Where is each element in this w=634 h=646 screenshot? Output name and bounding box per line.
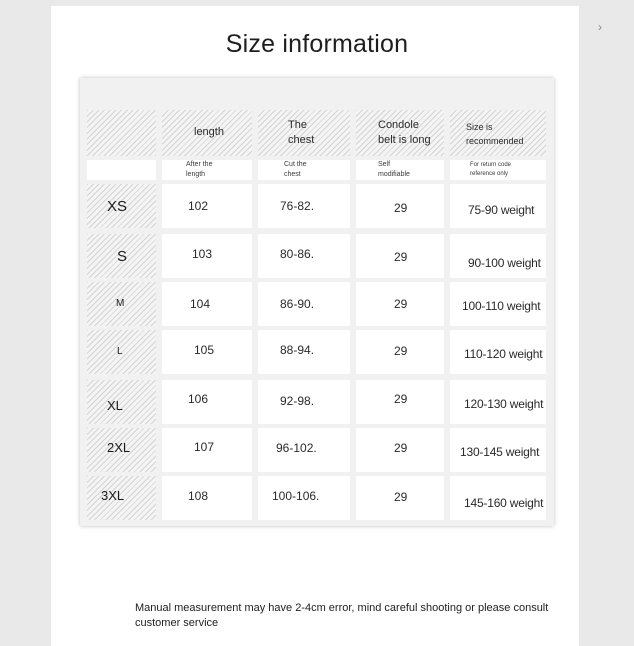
weight-cell	[450, 428, 546, 472]
length-value: 105	[194, 343, 215, 357]
weight-cell	[450, 330, 546, 374]
size-label: M	[116, 298, 125, 309]
page-title: Size information	[225, 30, 409, 58]
chest-value: 76-82.	[280, 199, 315, 213]
weight-cell	[450, 184, 546, 228]
belt-value: 29	[394, 490, 408, 504]
length-cell	[162, 234, 252, 278]
subheader-chest-2: chest	[284, 171, 301, 178]
chest-cell	[258, 428, 350, 472]
chest-cell	[258, 330, 350, 374]
chest-cell	[258, 380, 350, 424]
header-length-label: length	[194, 126, 224, 138]
belt-cell	[356, 428, 444, 472]
chest-cell	[258, 184, 350, 228]
chest-value: 100-106.	[272, 489, 320, 503]
chest-value: 88-94.	[280, 343, 315, 357]
weight-value: 100-110 weight	[462, 299, 541, 313]
size-cell-s	[87, 234, 156, 278]
subheader-chest-1: Cut the	[284, 161, 307, 168]
subheader-recommended-2: reference only	[470, 171, 509, 177]
length-value: 104	[190, 297, 211, 311]
header-chest-label-2: chest	[288, 134, 315, 146]
chest-value: 86-90.	[280, 297, 315, 311]
subheader-belt-cell	[356, 160, 444, 180]
belt-value: 29	[394, 297, 408, 311]
subheader-length-cell	[162, 160, 252, 180]
header-belt-cell	[356, 110, 444, 156]
weight-cell	[450, 380, 546, 424]
belt-value: 29	[394, 441, 408, 455]
subheader-recommended-cell	[450, 160, 546, 180]
header-chest-label-1: The	[288, 119, 307, 131]
size-cell-xl	[87, 380, 156, 424]
size-label: L	[117, 346, 123, 357]
size-cell-2xl	[87, 428, 156, 472]
length-value: 107	[194, 440, 215, 454]
belt-cell	[356, 380, 444, 424]
belt-value: 29	[394, 344, 408, 358]
weight-value: 145-160 weight	[464, 496, 544, 510]
weight-cell	[450, 282, 546, 326]
chest-cell	[258, 476, 350, 520]
chest-cell	[258, 234, 350, 278]
belt-value: 29	[394, 250, 408, 264]
size-table	[80, 78, 554, 526]
size-cell-l	[87, 330, 156, 374]
size-cell-xs	[87, 184, 156, 228]
header-chest-cell	[258, 110, 350, 156]
length-cell	[162, 184, 252, 228]
length-cell	[162, 330, 252, 374]
subheader-chest-cell	[258, 160, 350, 180]
length-cell	[162, 476, 252, 520]
header-corner-cell	[87, 110, 156, 156]
length-cell	[162, 282, 252, 326]
subheader-length-1: After the	[186, 161, 213, 168]
weight-value: 130-145 weight	[460, 445, 540, 459]
size-cell-3xl	[87, 476, 156, 520]
header-recommended-label-2: recommended	[466, 136, 524, 146]
belt-cell	[356, 234, 444, 278]
subheader-corner-cell	[87, 160, 156, 180]
size-label: 2XL	[107, 440, 131, 455]
length-cell	[162, 380, 252, 424]
weight-cell	[450, 476, 546, 520]
header-belt-label-1: Condole	[378, 119, 419, 131]
chevron-right-icon[interactable]: ›	[598, 20, 602, 34]
length-value: 102	[188, 199, 209, 213]
belt-cell	[356, 330, 444, 374]
size-label: XL	[107, 398, 123, 413]
length-cell	[162, 428, 252, 472]
length-value: 106	[188, 392, 209, 406]
weight-value: 90-100 weight	[468, 256, 541, 270]
subheader-recommended-1: For return code	[470, 162, 512, 168]
size-label: S	[117, 248, 128, 265]
header-recommended-label-1: Size is	[466, 122, 493, 132]
subheader-length-2: length	[186, 171, 206, 178]
subheader-belt-1: Self	[378, 161, 391, 168]
chest-cell	[258, 282, 350, 326]
weight-value: 120-130 weight	[464, 397, 544, 411]
size-cell-m	[87, 282, 156, 326]
weight-value: 75-90 weight	[468, 203, 535, 217]
header-length-cell	[162, 110, 252, 156]
length-value: 103	[192, 247, 213, 261]
chest-value: 92-98.	[280, 394, 315, 408]
header-belt-label-2: belt is long	[378, 134, 431, 146]
size-label: XS	[107, 198, 128, 215]
belt-cell	[356, 282, 444, 326]
belt-value: 29	[394, 392, 408, 406]
header-recommended-cell	[450, 110, 546, 156]
weight-cell	[450, 234, 546, 278]
size-label: 3XL	[101, 488, 125, 503]
belt-cell	[356, 184, 444, 228]
belt-value: 29	[394, 201, 408, 215]
length-value: 108	[188, 489, 209, 503]
chest-value: 80-86.	[280, 247, 315, 261]
belt-cell	[356, 476, 444, 520]
subheader-belt-2: modifiable	[378, 171, 410, 178]
weight-value: 110-120 weight	[464, 347, 543, 361]
chest-value: 96-102.	[276, 441, 317, 455]
measurement-note: Manual measurement may have 2-4cm error, mind careful shooting or please consult customer service	[135, 602, 549, 629]
